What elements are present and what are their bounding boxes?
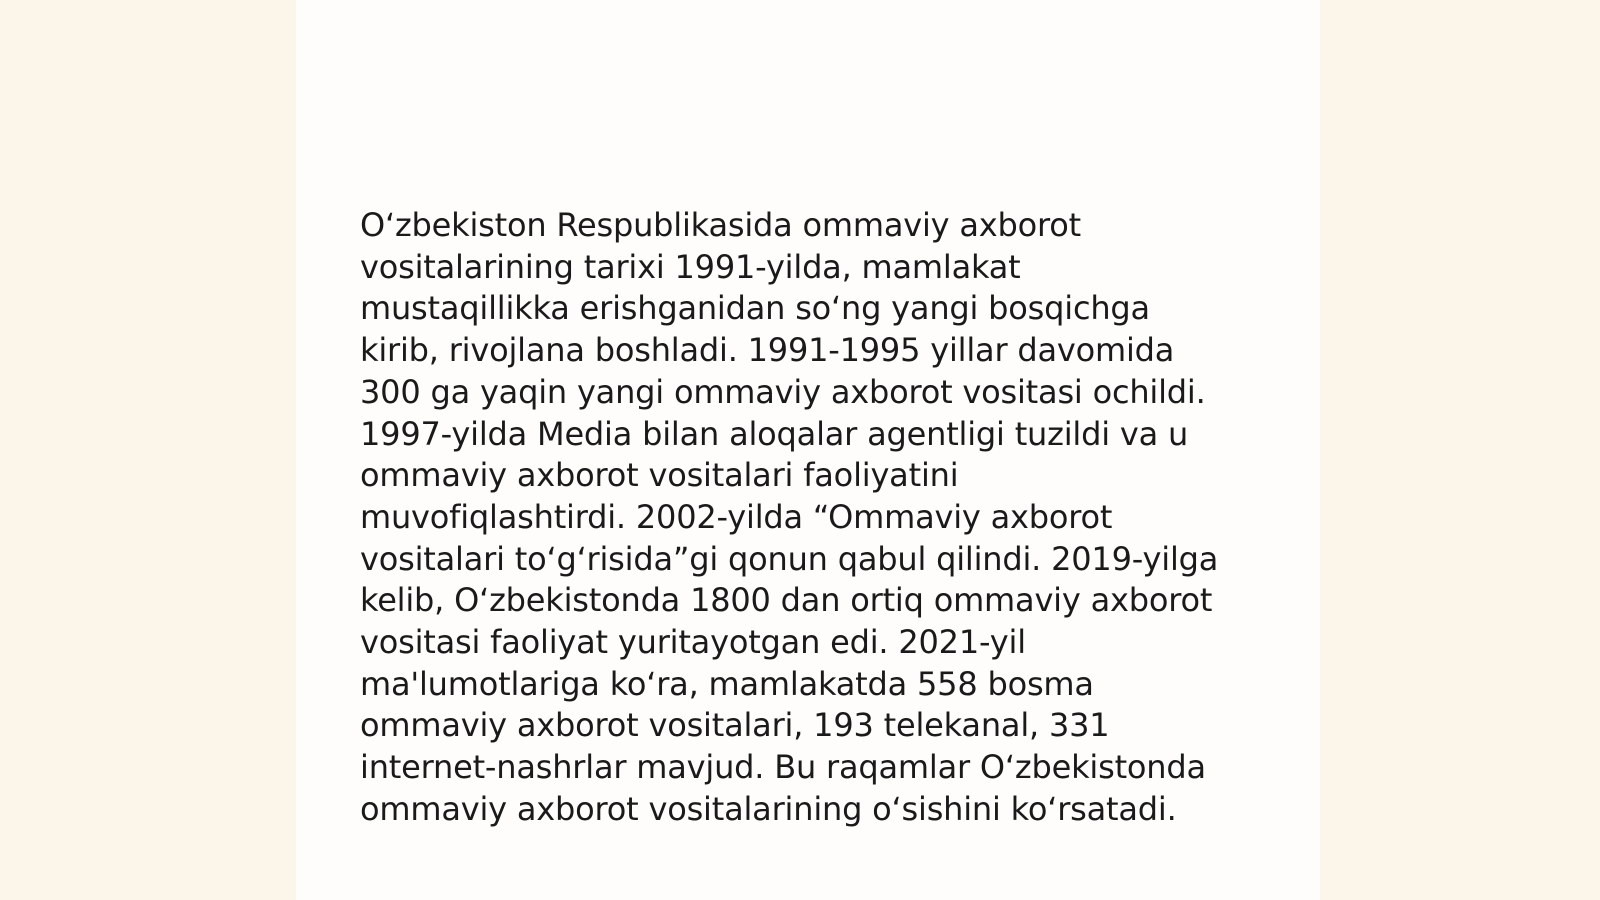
paragraph-line: kelib, O‘zbekistonda 1800 dan ortiq ommaviy axborot: [360, 581, 1213, 620]
paragraph-line: muvofiqlashtirdi. 2002-yilda “Ommaviy axborot: [360, 497, 1113, 536]
paragraph-line: mustaqillikka erishganidan so‘ng yangi bosqichga: [360, 289, 1150, 328]
document-page: [296, 0, 1320, 900]
paragraph-line: 300 ga yaqin yangi ommaviy axborot vositasi ochildi.: [360, 372, 1206, 411]
paragraph-line: ma'lumotlariga ko‘ra, mamlakatda 558 bosma: [360, 664, 1094, 703]
paragraph-line: kirib, rivojlana boshladi. 1991-1995 yillar davomida: [360, 331, 1175, 370]
paragraph-line: internet-nashrlar mavjud. Bu raqamlar O‘zbekistonda: [360, 748, 1206, 787]
paragraph-line: ommaviy axborot vositalari faoliyatini: [360, 456, 959, 495]
paragraph-line: O‘zbekiston Respublikasida ommaviy axborot: [360, 206, 1081, 244]
paragraph-line: ommaviy axborot vositalarining o‘sishini ko‘rsatadi.: [360, 789, 1177, 828]
paragraph-line: vositalarining tarixi 1991-yilda, mamlakat: [360, 247, 1021, 286]
paragraph-line: vositalari to‘g‘risida”gi qonun qabul qilindi. 2019-yilga: [360, 539, 1219, 578]
paragraph-line: ommaviy axborot vositalari, 193 telekanal, 331: [360, 706, 1110, 745]
paragraph-line: 1997-yilda Media bilan aloqalar agentligi tuzildi va u: [360, 414, 1189, 453]
paragraph-line: vositasi faoliyat yuritayotgan edi. 2021-yil: [360, 623, 1026, 662]
body-paragraph: [360, 205, 1240, 831]
